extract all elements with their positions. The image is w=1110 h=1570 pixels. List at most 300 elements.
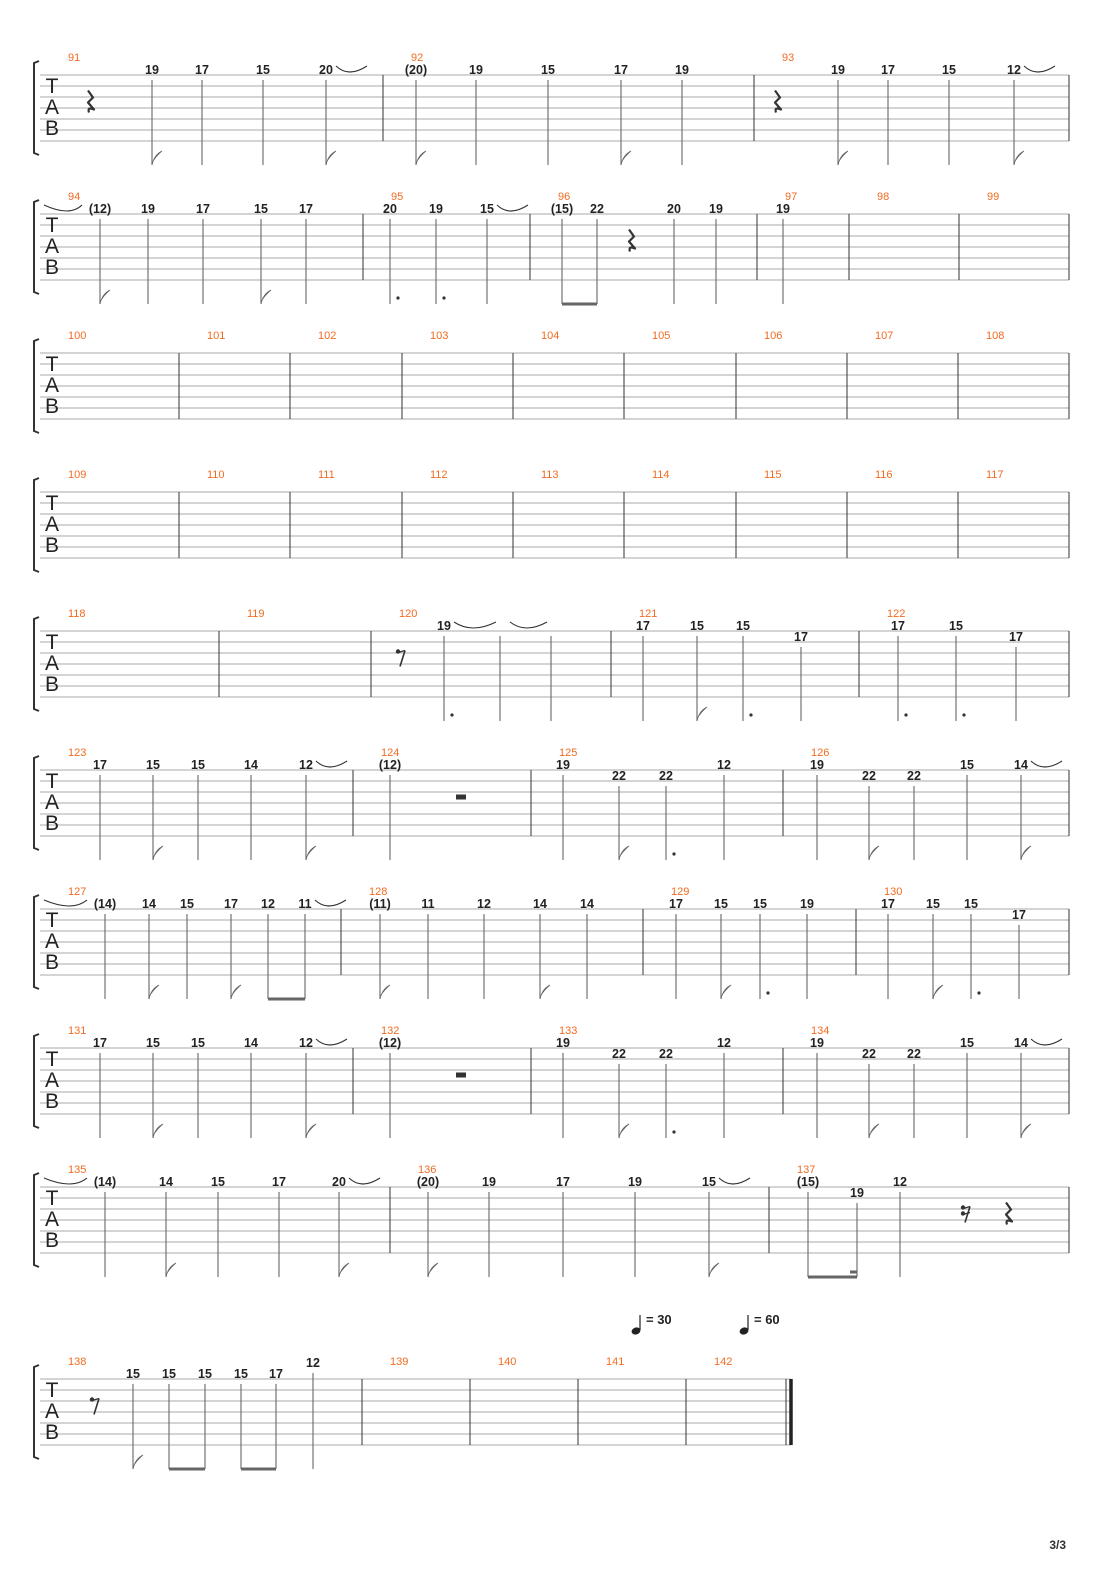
fret-number: 22: [907, 1047, 921, 1061]
tab-system: [34, 1025, 1069, 1138]
tie-arc: [316, 1039, 347, 1045]
fret-number: 17: [1009, 630, 1023, 644]
fret-number: 22: [612, 769, 626, 783]
measure-number: 122: [887, 608, 906, 620]
measure: [877, 191, 889, 203]
fret-number: 15: [198, 1367, 212, 1381]
rest-icon: [456, 795, 466, 800]
fret-number: 14: [1014, 758, 1028, 772]
fret-number: 14: [244, 758, 258, 772]
measure-number: 120: [399, 608, 418, 620]
tab-clef-letter: T: [45, 631, 59, 654]
measure-number: 125: [559, 747, 578, 759]
fret-number: 19: [469, 63, 483, 77]
measure: [68, 1356, 320, 1469]
fret-number: 15: [960, 1036, 974, 1050]
measure: [68, 330, 86, 342]
fret-number: (20): [404, 63, 428, 77]
rest-icon: [456, 1073, 466, 1078]
page-number: 3/3: [1049, 1538, 1066, 1552]
measure: [669, 886, 814, 999]
fret-number: 14: [533, 897, 547, 911]
fret-number: 15: [146, 758, 160, 772]
measure-number: 99: [987, 191, 1000, 203]
fret-number: (11): [369, 897, 391, 911]
fret-number: 19: [141, 202, 155, 216]
fret-number: 12: [717, 1036, 731, 1050]
fret-number: 15: [191, 1036, 205, 1050]
rest-icon: [1006, 1203, 1012, 1225]
tie-arc: [44, 1178, 87, 1184]
measure: [551, 191, 723, 304]
fret-number: 17: [556, 1175, 570, 1189]
tab-clef-letter: A: [44, 1208, 60, 1231]
tab-clef-letter: B: [44, 256, 60, 279]
fret-number: 22: [659, 1047, 673, 1061]
fret-number: 20: [319, 63, 333, 77]
measure: [782, 52, 1055, 165]
measure-number: 117: [986, 469, 1004, 481]
measure-number: 137: [797, 1164, 816, 1176]
fret-number: 17: [614, 63, 628, 77]
tab-system: [34, 52, 1069, 165]
fret-number: 19: [800, 897, 814, 911]
note-flag: [153, 1124, 163, 1138]
tempo-label: = 60: [754, 1312, 780, 1327]
fret-number: 22: [907, 769, 921, 783]
measure: [207, 469, 225, 481]
dot-icon: [749, 713, 752, 716]
fret-number: 19: [831, 63, 845, 77]
measure: [875, 469, 893, 481]
measure: [430, 469, 448, 481]
measure-number: 108: [986, 330, 1005, 342]
fret-number: 22: [612, 1047, 626, 1061]
fret-number: 20: [332, 1175, 346, 1189]
fret-number: 12: [306, 1356, 320, 1370]
fret-number: 17: [669, 897, 683, 911]
fret-number: 22: [862, 769, 876, 783]
fret-number: 15: [736, 619, 750, 633]
measure-number: 131: [68, 1025, 87, 1037]
measure-number: 130: [884, 886, 903, 898]
measure-number: 96: [558, 191, 571, 203]
tie-arc: [44, 900, 87, 906]
measure-number: 97: [785, 191, 798, 203]
fret-number: 17: [636, 619, 650, 633]
fret-number: 22: [659, 769, 673, 783]
tab-clef-letter: T: [45, 909, 59, 932]
fret-number: 19: [429, 202, 443, 216]
note-flag: [697, 707, 707, 721]
measure-number: 136: [418, 1164, 437, 1176]
tie-arc: [336, 66, 367, 72]
measure: [318, 469, 335, 481]
measure: [881, 886, 1026, 999]
tab-clef-letter: T: [45, 353, 59, 376]
measure-number: 119: [247, 608, 265, 620]
measure: [379, 747, 401, 860]
measure: [68, 747, 347, 860]
tab-clef-letter: T: [45, 492, 59, 515]
dot-icon: [962, 713, 965, 716]
note-flag: [100, 290, 110, 304]
measure: [810, 1025, 1062, 1138]
measure-number: 128: [369, 886, 388, 898]
fret-number: 17: [224, 897, 238, 911]
note-flag: [721, 985, 731, 999]
fret-number: 20: [667, 202, 681, 216]
tie-arc: [316, 761, 347, 767]
note-flag: [306, 846, 316, 860]
fret-number: (12): [378, 1036, 402, 1050]
note-flag: [152, 151, 162, 165]
system-bracket: [34, 339, 39, 433]
fret-number: 15: [960, 758, 974, 772]
fret-number: 14: [580, 897, 594, 911]
fret-number: 15: [234, 1367, 248, 1381]
tie-arc: [510, 622, 547, 628]
measure: [68, 52, 367, 165]
tab-system: [34, 191, 1069, 304]
note-flag: [380, 985, 390, 999]
note-flag: [709, 1263, 719, 1277]
tempo-mark: [631, 1312, 672, 1336]
fret-number: (12): [378, 758, 402, 772]
fret-number: 12: [261, 897, 275, 911]
fret-number: 19: [675, 63, 689, 77]
measure-number: 135: [68, 1164, 87, 1176]
measure-number: 112: [430, 469, 448, 481]
measure-number: 101: [207, 330, 226, 342]
measure: [207, 330, 225, 342]
tab-clef-letter: A: [44, 374, 60, 397]
tab-system: [34, 330, 1069, 433]
measure-number: 141: [606, 1356, 625, 1368]
system-bracket: [34, 478, 39, 572]
measure-number: 100: [68, 330, 87, 342]
fret-number: 15: [254, 202, 268, 216]
measure-number: 124: [381, 747, 400, 759]
note-flag: [621, 151, 631, 165]
tab-clef-letter: A: [44, 1400, 60, 1423]
measure-number: 121: [639, 608, 658, 620]
dot-icon: [904, 713, 907, 716]
tab-clef-letter: T: [45, 1187, 59, 1210]
tab-system: [34, 1164, 1069, 1277]
measure-number: 132: [381, 1025, 400, 1037]
fret-number: 19: [810, 1036, 824, 1050]
system-bracket: [34, 756, 39, 850]
measure-number: 134: [811, 1025, 830, 1037]
fret-number: 17: [269, 1367, 283, 1381]
tie-arc: [315, 900, 346, 906]
measure: [652, 330, 670, 342]
measure: [556, 1025, 731, 1138]
fret-number: (12): [88, 202, 112, 216]
measure-number: 103: [430, 330, 449, 342]
tab-clef-letter: B: [44, 1229, 60, 1252]
tab-clef-letter: A: [44, 930, 60, 953]
measure: [369, 886, 594, 999]
fret-number: 12: [893, 1175, 907, 1189]
fret-number: 15: [146, 1036, 160, 1050]
fret-number: 22: [862, 1047, 876, 1061]
fret-number: 15: [949, 619, 963, 633]
fret-number: 19: [556, 1036, 570, 1050]
measure: [247, 608, 265, 620]
tab-clef-letter: A: [44, 235, 60, 258]
measure-number: 116: [875, 469, 893, 481]
note-flag: [619, 1124, 629, 1138]
tab-clef-letter: B: [44, 117, 60, 140]
measure: [498, 1356, 516, 1368]
rest-icon: [775, 91, 781, 113]
measure-number: 126: [811, 747, 830, 759]
note-flag: [153, 846, 163, 860]
fret-number: 19: [810, 758, 824, 772]
fret-number: 15: [256, 63, 270, 77]
measure-number: 133: [559, 1025, 578, 1037]
measure-number: 106: [764, 330, 783, 342]
fret-number: 15: [714, 897, 728, 911]
measure: [606, 1356, 624, 1368]
tie-arc: [497, 205, 528, 211]
fret-number: 15: [541, 63, 555, 77]
fret-number: 12: [299, 1036, 313, 1050]
fret-number: (20): [416, 1175, 440, 1189]
fret-number: 19: [850, 1186, 864, 1200]
measure: [714, 1356, 732, 1368]
fret-number: 22: [590, 202, 604, 216]
measure: [541, 330, 559, 342]
fret-number: 15: [191, 758, 205, 772]
fret-number: 14: [244, 1036, 258, 1050]
measure: [810, 747, 1062, 860]
fret-number: 15: [480, 202, 494, 216]
measure-number: 142: [714, 1356, 733, 1368]
fret-number: 15: [942, 63, 956, 77]
measure: [764, 330, 782, 342]
measure: [44, 191, 313, 304]
fret-number: 12: [1007, 63, 1021, 77]
note-flag: [619, 846, 629, 860]
fret-number: (15): [796, 1175, 820, 1189]
tab-clef-letter: B: [44, 1090, 60, 1113]
fret-number: 20: [383, 202, 397, 216]
fret-number: 14: [142, 897, 156, 911]
fret-number: 17: [93, 1036, 107, 1050]
measure-number: 93: [782, 52, 795, 64]
measure-number: 114: [652, 469, 670, 481]
tab-system: [34, 469, 1069, 572]
fret-number: 19: [709, 202, 723, 216]
fret-number: 15: [211, 1175, 225, 1189]
note-flag: [149, 985, 159, 999]
tie-arc: [1031, 761, 1062, 767]
fret-number: 15: [180, 897, 194, 911]
measure: [764, 469, 782, 481]
tie-arc: [349, 1178, 380, 1184]
tempo-label: = 30: [646, 1312, 672, 1327]
system-bracket: [34, 1365, 39, 1459]
fret-number: 17: [891, 619, 905, 633]
fret-number: 17: [794, 630, 808, 644]
dot-icon: [672, 1130, 675, 1133]
note-flag: [1014, 151, 1024, 165]
tab-clef-letter: T: [45, 770, 59, 793]
fret-number: 11: [298, 897, 312, 911]
fret-number: 17: [272, 1175, 286, 1189]
fret-number: 19: [482, 1175, 496, 1189]
tab-clef-letter: B: [44, 812, 60, 835]
note-flag: [261, 290, 271, 304]
measure-number: 118: [68, 608, 86, 620]
tab-clef-letter: T: [45, 1379, 59, 1402]
tie-arc: [1031, 1039, 1062, 1045]
measure-number: 91: [68, 52, 81, 64]
note-flag: [933, 985, 943, 999]
fret-number: 14: [1014, 1036, 1028, 1050]
tab-clef-letter: T: [45, 214, 59, 237]
tie-arc: [454, 622, 496, 628]
measure: [417, 1164, 750, 1277]
measure-number: 109: [68, 469, 87, 481]
dot-icon: [396, 296, 399, 299]
measure-number: 110: [207, 469, 225, 481]
system-bracket: [34, 1034, 39, 1128]
fret-number: 19: [776, 202, 790, 216]
tab-system: [34, 886, 1069, 999]
tab-clef-letter: A: [44, 652, 60, 675]
measure-number: 111: [318, 469, 335, 481]
measure: [68, 469, 86, 481]
fret-number: 17: [299, 202, 313, 216]
tab-clef-letter: A: [44, 96, 60, 119]
note-flag: [231, 985, 241, 999]
fret-number: 12: [477, 897, 491, 911]
measure: [430, 330, 448, 342]
tie-arc: [719, 1178, 750, 1184]
note-flag: [1021, 1124, 1031, 1138]
measure: [405, 52, 689, 165]
measure-number: 129: [671, 886, 690, 898]
fret-number: 15: [126, 1367, 140, 1381]
note-flag: [416, 151, 426, 165]
measure: [986, 330, 1004, 342]
fret-number: 11: [421, 897, 435, 911]
measure-number: 98: [877, 191, 890, 203]
measure-number: 92: [411, 52, 424, 64]
fret-number: 17: [93, 758, 107, 772]
measure-number: 94: [68, 191, 81, 203]
measure: [797, 1164, 907, 1277]
tab-clef-letter: B: [44, 534, 60, 557]
tab-clef-letter: B: [44, 1421, 60, 1444]
measure-number: 127: [68, 886, 87, 898]
measure: [556, 747, 731, 860]
fret-number: (15): [550, 202, 574, 216]
rest-icon: [629, 230, 635, 252]
system-bracket: [34, 200, 39, 294]
measure-number: 113: [541, 469, 559, 481]
measure-number: 139: [390, 1356, 409, 1368]
system-bracket: [34, 895, 39, 989]
measure: [390, 1356, 408, 1368]
measure: [318, 330, 336, 342]
tab-clef-letter: B: [44, 673, 60, 696]
fret-number: 14: [159, 1175, 173, 1189]
measure-number: 123: [68, 747, 87, 759]
measure: [541, 469, 559, 481]
measure-number: 95: [391, 191, 404, 203]
fret-number: 17: [195, 63, 209, 77]
tab-system: [34, 747, 1069, 860]
note-flag: [326, 151, 336, 165]
fret-number: 19: [145, 63, 159, 77]
measure: [636, 608, 808, 721]
note-flag: [540, 985, 550, 999]
fret-number: 15: [926, 897, 940, 911]
tab-clef-letter: A: [44, 513, 60, 536]
dot-icon: [672, 852, 675, 855]
fret-number: 15: [690, 619, 704, 633]
rest-icon: [88, 91, 94, 113]
tie-arc: [44, 205, 82, 211]
measure: [776, 191, 797, 304]
note-flag: [869, 1124, 879, 1138]
tab-clef-letter: T: [45, 1048, 59, 1071]
dot-icon: [442, 296, 445, 299]
measure: [383, 191, 528, 304]
tab-system: [34, 608, 1069, 721]
measure-number: 107: [875, 330, 894, 342]
fret-number: 12: [299, 758, 313, 772]
fret-number: 12: [717, 758, 731, 772]
measure-number: 115: [764, 469, 782, 481]
tab-clef-letter: B: [44, 951, 60, 974]
note-flag: [166, 1263, 176, 1277]
note-flag: [428, 1263, 438, 1277]
note-flag: [838, 151, 848, 165]
fret-number: 17: [881, 63, 895, 77]
measure: [68, 1025, 347, 1138]
tab-clef-letter: A: [44, 791, 60, 814]
note-flag: [869, 846, 879, 860]
measure: [379, 1025, 401, 1138]
measure: [875, 330, 893, 342]
dot-icon: [450, 713, 453, 716]
measure-number: 102: [318, 330, 337, 342]
dot-icon: [977, 991, 980, 994]
fret-number: 15: [964, 897, 978, 911]
fret-number: 17: [881, 897, 895, 911]
fret-number: 15: [162, 1367, 176, 1381]
measure: [44, 886, 346, 999]
system-bracket: [34, 61, 39, 155]
tab-clef-letter: A: [44, 1069, 60, 1092]
measure: [44, 1164, 380, 1277]
measure-number: 138: [68, 1356, 87, 1368]
tie-arc: [1024, 66, 1055, 72]
tab-clef-letter: T: [45, 75, 59, 98]
fret-number: (14): [93, 897, 117, 911]
system-bracket: [34, 617, 39, 711]
measure: [987, 191, 999, 203]
measure-number: 105: [652, 330, 671, 342]
measure: [652, 469, 670, 481]
measure: [68, 608, 86, 620]
